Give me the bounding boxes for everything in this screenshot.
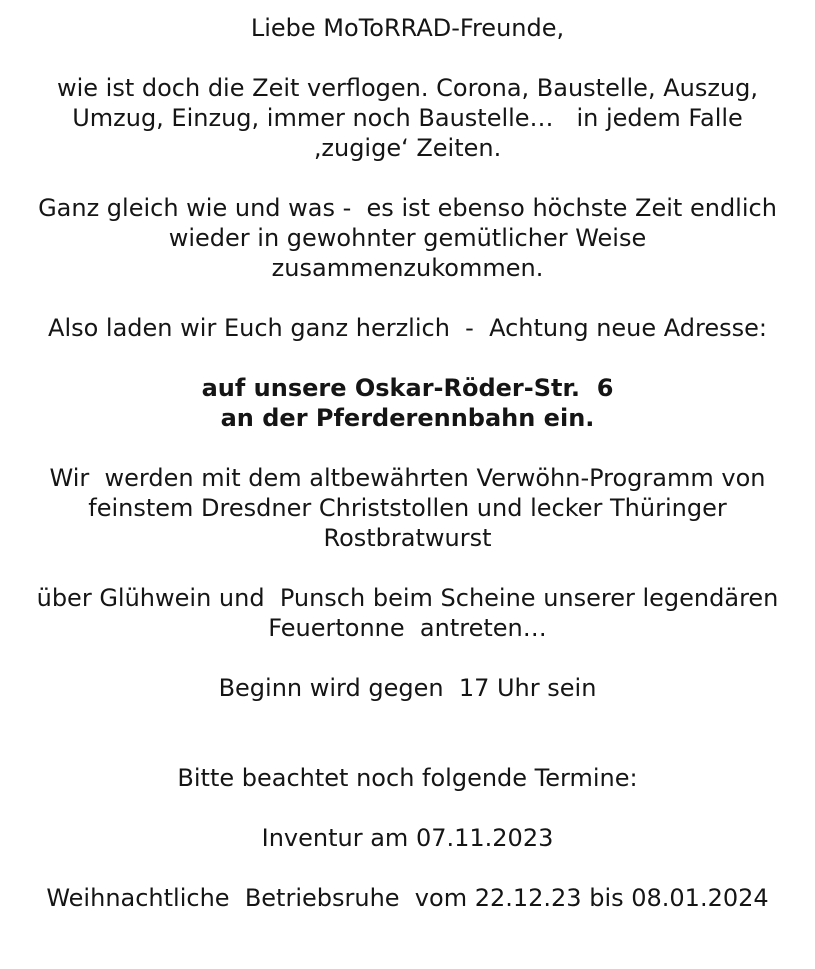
blank-line — [0, 793, 815, 823]
text-line: Feuertonne antreten… — [268, 614, 547, 642]
blank-line — [0, 433, 815, 463]
text-line: wie ist doch die Zeit verflogen. Corona, Baustelle, Auszug, — [56, 74, 759, 102]
invitation-line: Also laden wir Euch ganz herzlich - Achtung neue Adresse: — [48, 314, 767, 342]
text-line: Rostbratwurst — [323, 524, 492, 552]
start-time: Beginn wird gegen 17 Uhr sein — [218, 674, 597, 702]
inventory-date: Inventur am 07.11.2023 — [261, 824, 554, 852]
paragraph-time-flown — [0, 73, 815, 163]
blank-line — [0, 853, 815, 883]
blank-line — [0, 283, 815, 313]
paragraph-get-together — [0, 193, 815, 283]
letter-body — [0, 13, 815, 913]
text-line: wieder in gewohnter gemütlicher Weise — [168, 224, 647, 252]
new-address — [0, 373, 815, 433]
address-location: an der Pferderennbahn ein. — [220, 404, 595, 432]
text-line: Umzug, Einzug, immer noch Baustelle… in jedem Falle — [72, 104, 743, 132]
text-line: Ganz gleich wie und was - es ist ebenso höchste Zeit endlich — [38, 194, 777, 222]
text-line: zusammenzukommen. — [271, 254, 544, 282]
greeting: Liebe MoToRRAD-Freunde, — [250, 14, 565, 42]
address-street: auf unsere Oskar-Röder-Str. 6 — [201, 374, 614, 402]
blank-line — [0, 703, 815, 763]
paragraph-program — [0, 463, 815, 553]
blank-line — [0, 643, 815, 673]
paragraph-drinks — [0, 583, 815, 643]
dates-intro: Bitte beachtet noch folgende Termine: — [177, 764, 638, 792]
blank-line — [0, 43, 815, 73]
blank-line — [0, 343, 815, 373]
text-line: feinstem Dresdner Christstollen und lecker Thüringer — [88, 494, 727, 522]
text-line: ‚zugige‘ Zeiten. — [313, 134, 502, 162]
text-line: über Glühwein und Punsch beim Scheine unserer legendären — [36, 584, 779, 612]
holiday-closure: Weihnachtliche Betriebsruhe vom 22.12.23 bis 08.01.2024 — [46, 884, 769, 912]
text-line: Wir werden mit dem altbewährten Verwöhn-Programm von — [49, 464, 766, 492]
blank-line — [0, 163, 815, 193]
blank-line — [0, 553, 815, 583]
